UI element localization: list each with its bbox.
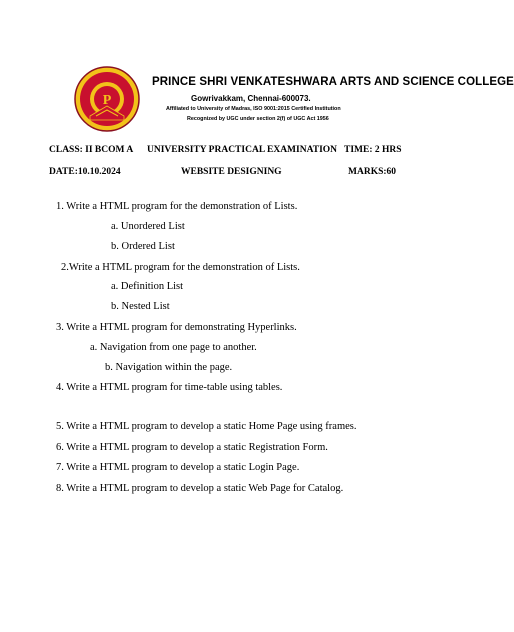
affiliation-text: Affiliated to University of Madras, ISO 9001:2015 Certified Institution	[166, 106, 341, 112]
question-4: 4. Write a HTML program for time-table using tables.	[56, 382, 283, 393]
question-3: 3. Write a HTML program for demonstrating Hyperlinks.	[56, 322, 297, 333]
question-1a: a. Unordered List	[111, 221, 185, 232]
exam-time: TIME: 2 HRS	[344, 145, 402, 155]
question-1b: b. Ordered List	[111, 241, 175, 252]
question-6: 6. Write a HTML program to develop a static Registration Form.	[56, 442, 328, 453]
question-2: 2.Write a HTML program for the demonstration of Lists.	[61, 262, 300, 273]
logo-letter: P	[102, 93, 112, 108]
question-2a: a. Definition List	[111, 281, 184, 292]
exam-date: DATE:10.10.2024	[49, 167, 121, 177]
exam-marks: MARKS:60	[348, 167, 397, 177]
question-3b: b. Navigation within the page.	[105, 362, 233, 373]
question-7: 7. Write a HTML program to develop a static Login Page.	[56, 462, 300, 473]
college-name: PRINCE SHRI VENKATESHWARA ARTS AND SCIENCE COLLEGE	[152, 76, 514, 88]
college-logo-seal	[74, 66, 140, 132]
exam-title: UNIVERSITY PRACTICAL EXAMINATION	[147, 145, 338, 155]
college-address: Gowrivakkam, Chennai-600073.	[191, 94, 311, 103]
question-5: 5. Write a HTML program to develop a static Home Page using frames.	[56, 421, 357, 432]
question-1: 1. Write a HTML program for the demonstration of Lists.	[56, 201, 298, 212]
recognition-text: Recognized by UGC under section 2(f) of UGC Act 1956	[187, 116, 329, 122]
question-8: 8. Write a HTML program to develop a static Web Page for Catalog.	[56, 483, 344, 494]
question-3a: a. Navigation from one page to another.	[90, 342, 257, 353]
class-info: CLASS: II BCOM A	[49, 145, 134, 155]
question-2b: b. Nested List	[111, 301, 170, 312]
subject-name: WEBSITE DESIGNING	[181, 167, 282, 177]
